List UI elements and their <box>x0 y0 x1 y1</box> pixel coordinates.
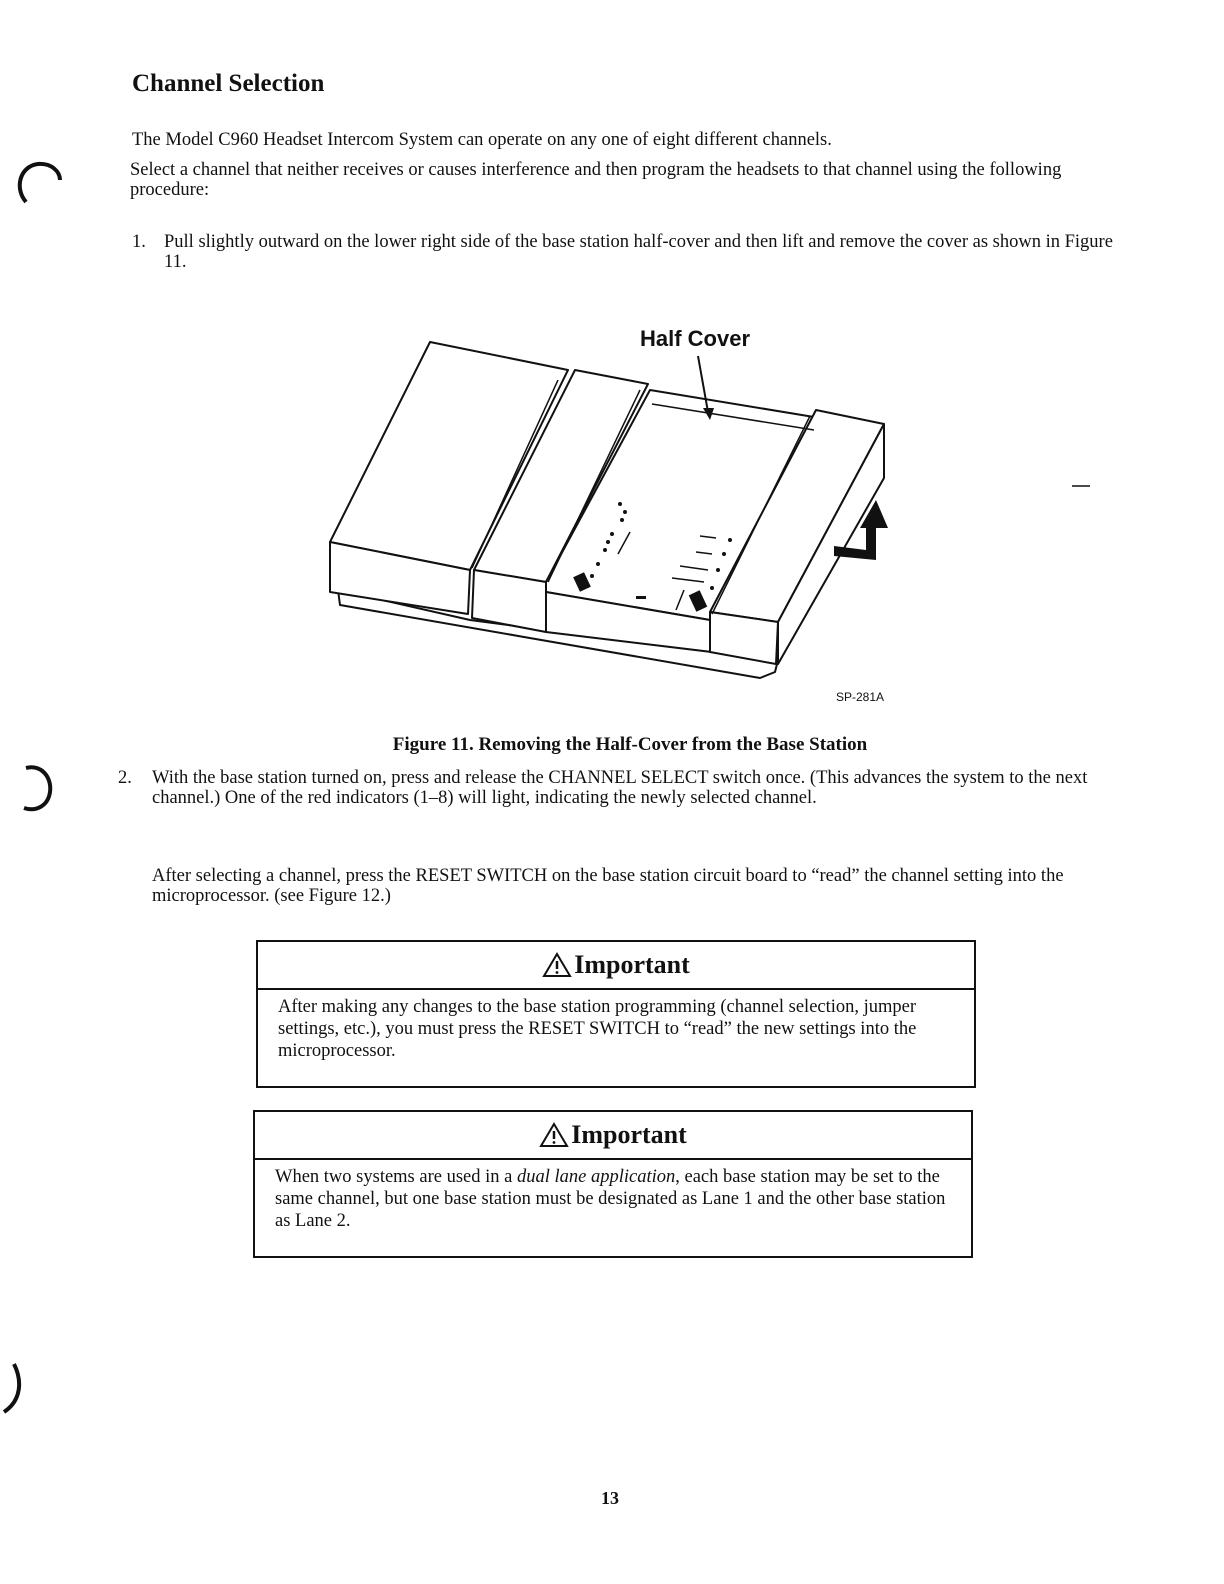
notice-body: After making any changes to the base station programming (channel selection, jumper settings, etc.), you must press the RESET SWITCH to “read” the new settings into the microprocessor. <box>278 997 917 1061</box>
step-1 <box>132 232 1132 272</box>
step-text: Pull slightly outward on the lower right side of the base station half-cover and then lift and remove the cover as shown in Figure 11. <box>164 232 1113 272</box>
binder-hole-mark-bottom <box>0 1360 30 1420</box>
procedure-intro-paragraph: Select a channel that neither receives or causes interference and then program the headsets to that channel using the following procedure: <box>130 160 1062 200</box>
section-title: Channel Selection <box>132 70 325 97</box>
scan-speck-right <box>1072 484 1092 488</box>
notice-title: Important <box>574 950 690 979</box>
notice-header <box>255 1112 971 1160</box>
step-2 <box>118 768 1118 808</box>
binder-hole-mark-top <box>8 158 64 208</box>
notice-header <box>258 942 974 990</box>
notice-title: Important <box>571 1120 687 1149</box>
half-cover-callout-label: Half Cover <box>640 326 751 351</box>
warning-triangle-icon <box>539 1122 569 1148</box>
important-notice-dual-lane <box>253 1110 973 1258</box>
step-number: 1. <box>132 232 146 252</box>
warning-triangle-icon <box>542 952 572 978</box>
notice-text-italic: dual lane application <box>516 1167 676 1187</box>
notice-text-before: When two systems are used in a <box>275 1167 517 1187</box>
notice-body <box>255 1160 971 1236</box>
important-notice-reset <box>256 940 976 1088</box>
base-station-illustration <box>320 320 920 710</box>
figure-code: SP-281A <box>836 690 885 704</box>
step-text: With the base station turned on, press and release the CHANNEL SELECT switch once. (This advances the system to the next channel.) One of the red indicators (1–8) will light, indicating the newly selected channel. <box>152 768 1088 808</box>
step-number: 2. <box>118 768 132 788</box>
notice-text-after: , each base station may be set to the same channel, but one base station must be designated as Lane 1 and the other base station as Lane 2. <box>275 1167 946 1231</box>
figure-caption: Figure 11. Removing the Half-Cover from the Base Station <box>392 734 868 755</box>
after-selection-paragraph: After selecting a channel, press the RESET SWITCH on the base station circuit board to “read” the channel setting into the microprocessor. (see Figure 12.) <box>152 866 1064 906</box>
intro-paragraph: The Model C960 Headset Intercom System can operate on any one of eight different channels. <box>132 130 832 150</box>
figure-base-station <box>320 320 920 710</box>
page-number: 13 <box>601 1488 619 1508</box>
binder-hole-mark-middle <box>8 760 58 816</box>
